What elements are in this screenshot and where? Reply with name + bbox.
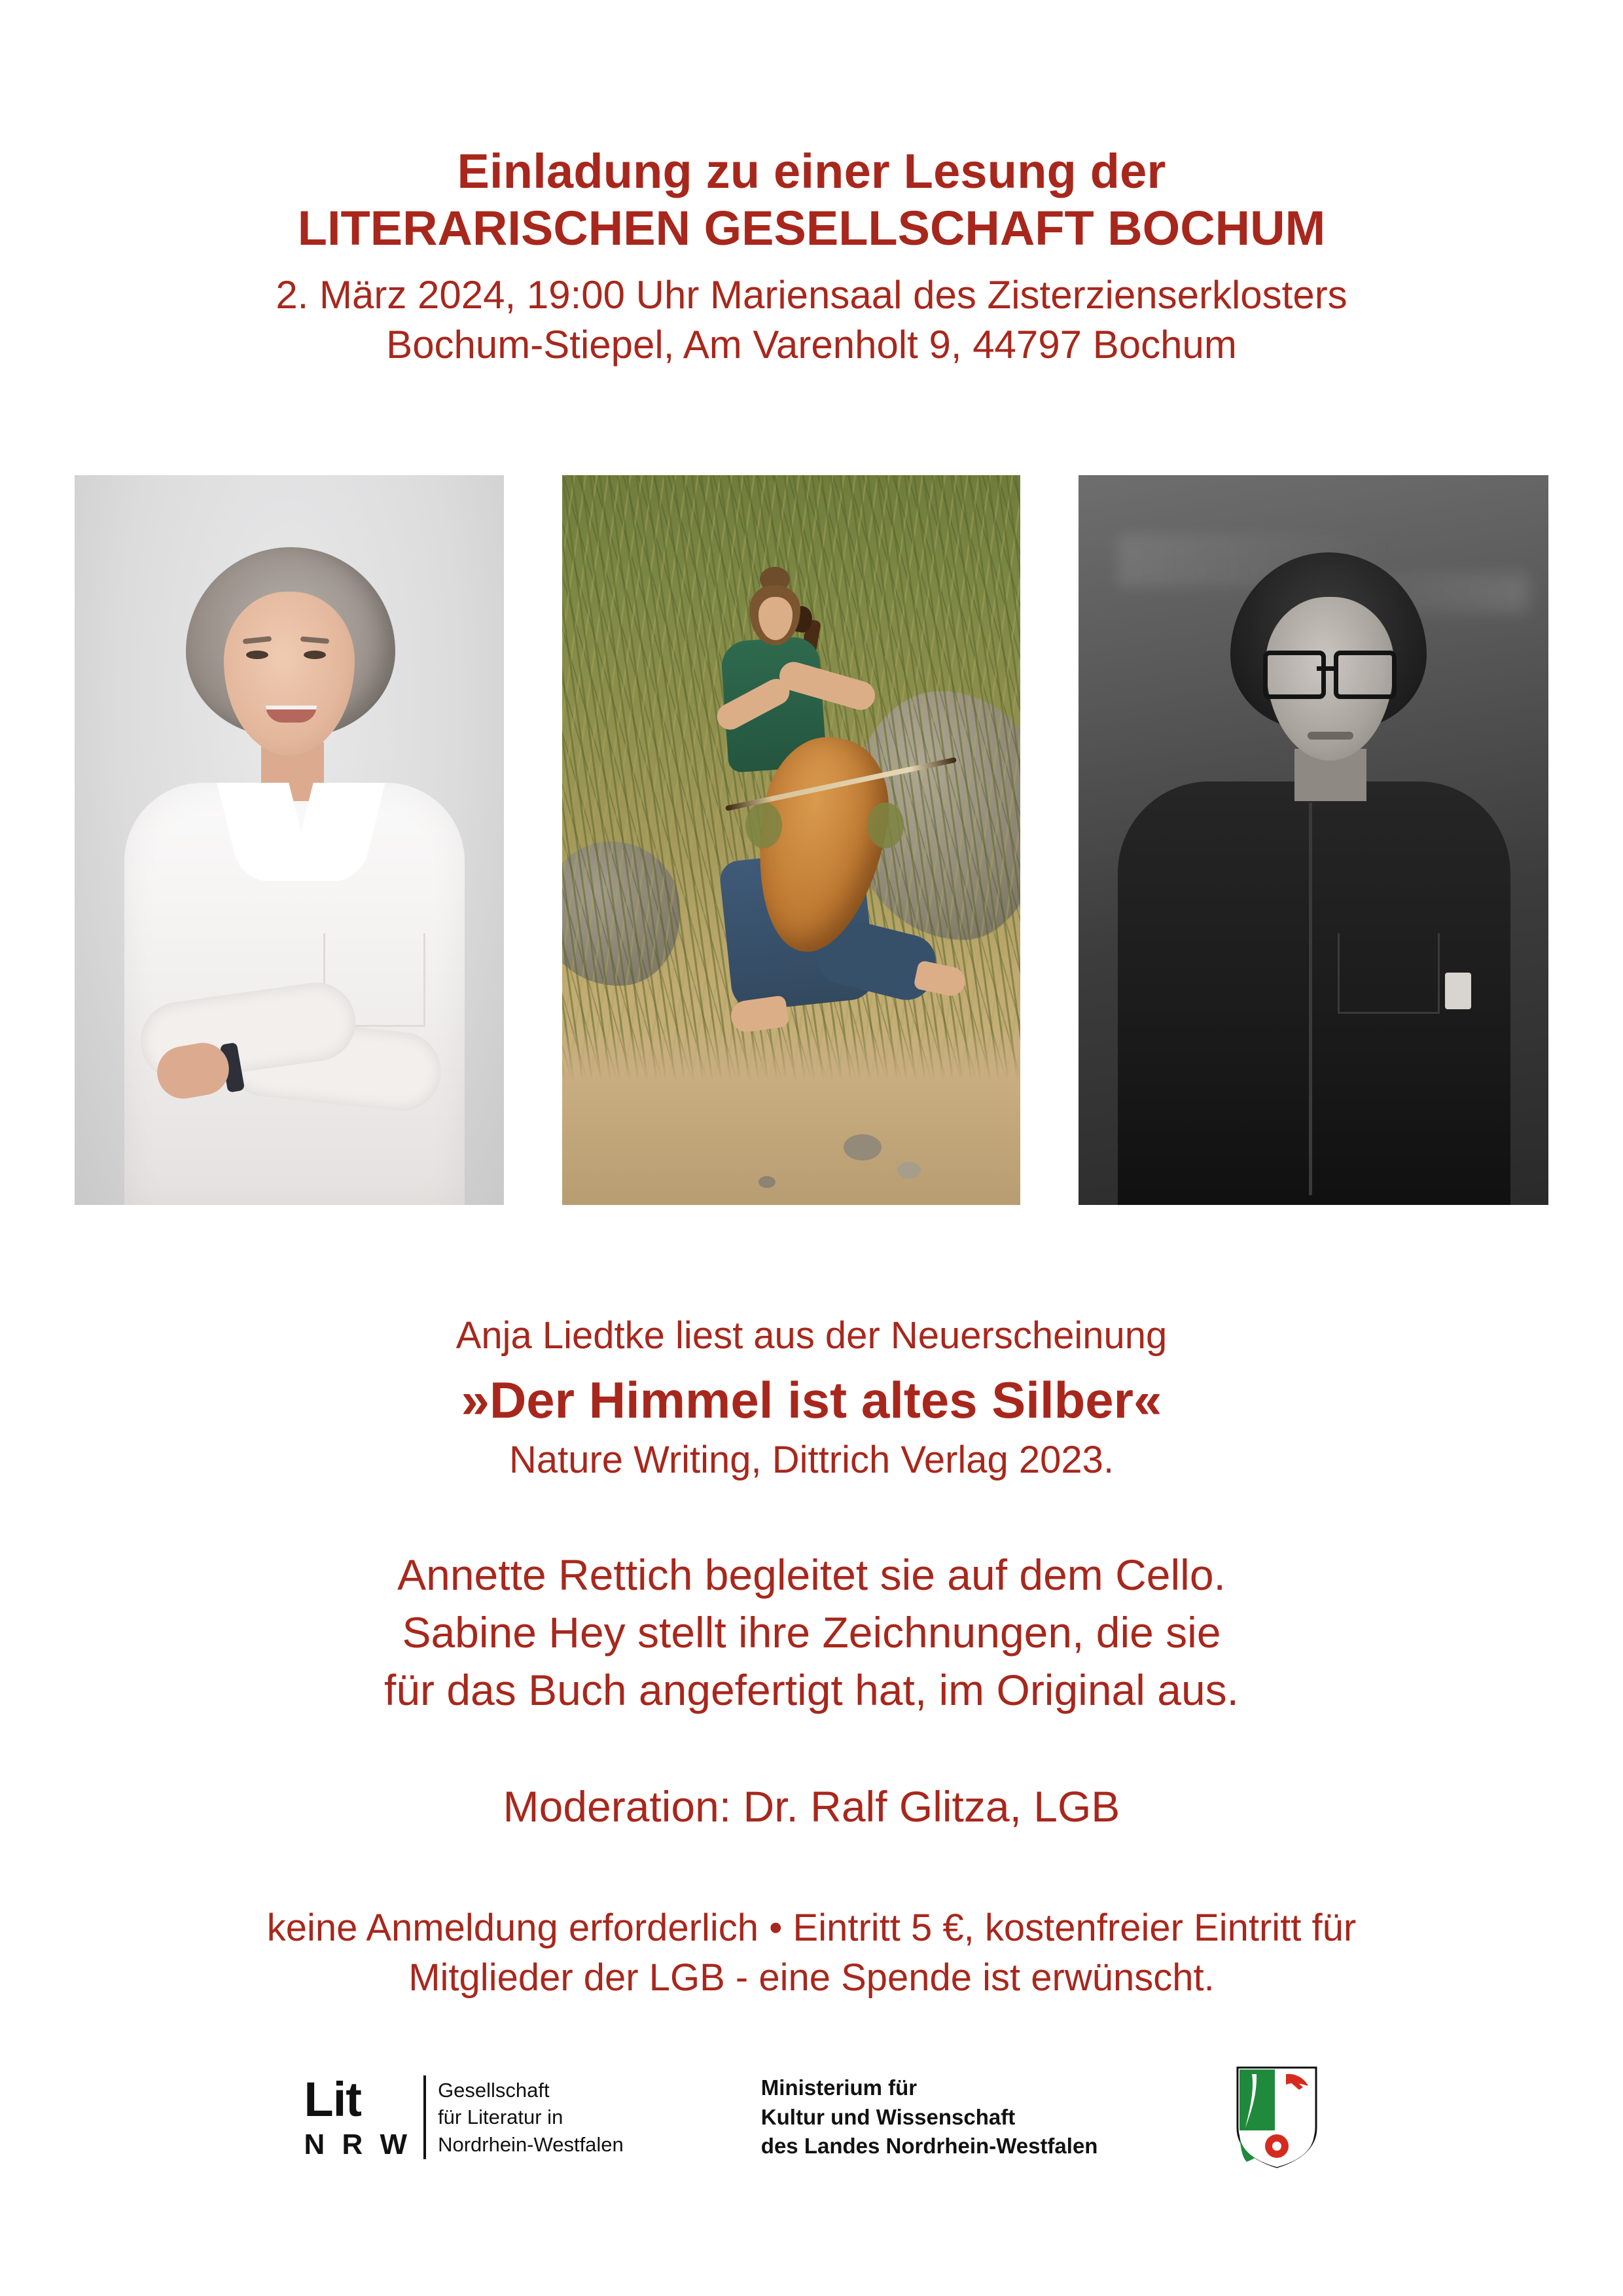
header-line-society: LITERARISCHEN GESELLSCHAFT BOCHUM	[297, 201, 1326, 256]
photo-sabine-hey	[1079, 475, 1548, 1205]
photo-anja-liedtke	[75, 475, 504, 1205]
entry-line-2: Mitglieder der LGB - eine Spende ist erwünscht.	[408, 1956, 1215, 1999]
logo-lit-line-3: Nordrhein-Westfalen	[438, 2132, 624, 2156]
logo-lit-wordmark: Lit	[304, 2072, 361, 2126]
photo-annette-rettich-cello	[562, 475, 1020, 1205]
ministry-line-1: Ministerium für	[760, 2075, 918, 2100]
credits-block	[0, 1547, 1623, 1719]
logo-lit-nrw	[304, 2072, 624, 2161]
header-line-datetime-venue: 2. März 2024, 19:00 Uhr Mariensaal des Zisterzienserklosters	[276, 272, 1347, 317]
credits-line-cello: Annette Rettich begleitet sie auf dem Cello.	[397, 1551, 1226, 1600]
credits-line-drawings-2: für das Buch angefertigt hat, im Original aus.	[383, 1665, 1239, 1714]
book-title: »Der Himmel ist altes Silber«	[461, 1371, 1162, 1429]
nrw-wappen-icon	[1235, 2065, 1319, 2170]
logo-ministry-text	[761, 2073, 1098, 2162]
header-line-invitation: Einladung zu einer Lesung der	[457, 144, 1166, 198]
logo-lit-mark	[304, 2072, 412, 2161]
credits-line-drawings-1: Sabine Hey stellt ihre Zeichnungen, die sie	[402, 1607, 1221, 1657]
poster-header	[0, 143, 1623, 370]
logo-nrw-wordmark: N R W	[304, 2128, 412, 2161]
logo-lit-line-2: für Literatur in	[438, 2106, 563, 2129]
ministry-line-2: Kultur und Wissenschaft	[760, 2104, 1016, 2129]
ministry-line-3: des Landes Nordrhein-Westfalen	[760, 2134, 1098, 2159]
book-subtitle: Nature Writing, Dittrich Verlag 2023.	[508, 1439, 1115, 1482]
sponsor-footer	[124, 2065, 1499, 2170]
logo-lit-description	[438, 2075, 624, 2159]
poster-body	[0, 1205, 1623, 2002]
reading-intro: Anja Liedtke liest aus der Neuerscheinung	[455, 1314, 1168, 1357]
entry-line-1: keine Anmeldung erforderlich • Eintritt 5 €, kostenfreier Eintritt für	[266, 1907, 1357, 1950]
logo-divider	[423, 2075, 426, 2159]
logo-lit-line-1: Gesellschaft	[438, 2078, 550, 2102]
entry-info-block	[0, 1903, 1623, 2002]
moderation-line: Moderation: Dr. Ralf Glitza, LGB	[503, 1782, 1120, 1831]
photo-strip	[75, 475, 1548, 1205]
header-line-address: Bochum-Stiepel, Am Varenholt 9, 44797 Bochum	[386, 323, 1237, 367]
